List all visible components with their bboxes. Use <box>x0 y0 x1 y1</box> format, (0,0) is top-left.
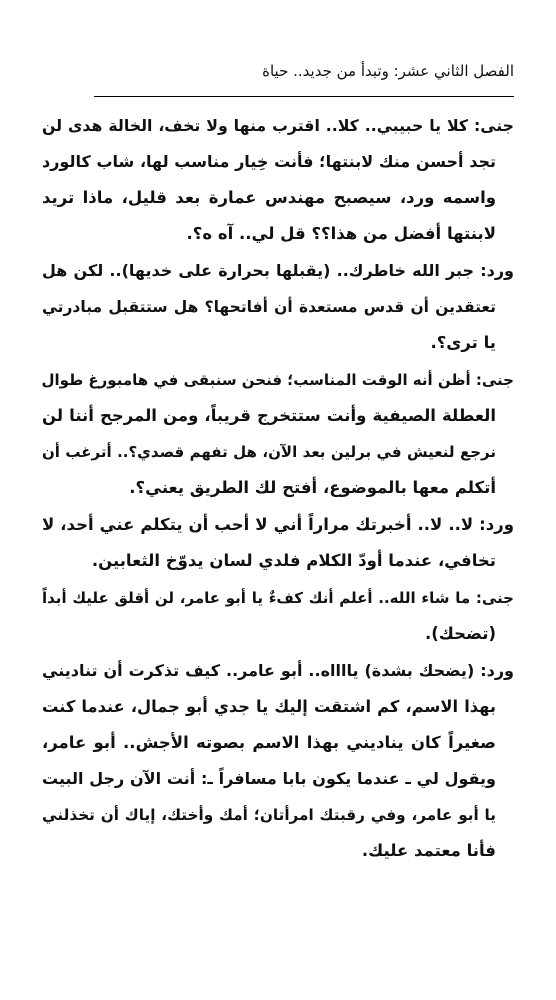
dialogue-paragraph <box>42 108 514 252</box>
text-line: تعتقدين أن قدس مستعدة أن أفاتحها؟ هل ستتقبل مبادرتي <box>42 298 496 316</box>
text-line: العطلة الصيفية وأنت ستتخرج قريباً، ومن المرجح أننا لن <box>42 406 496 425</box>
text-line: لابنتها أفضل من هذا؟؟ قل لي.. آه ه؟. <box>186 224 496 243</box>
dialogue-paragraph <box>42 653 514 869</box>
text-line: (تضحك). <box>424 624 496 643</box>
text-line: نرجع لنعيش في برلين بعد الآن، هل تفهم قصدي؟.. أترغب أن <box>42 443 496 461</box>
text-line: تخافي، عندما أودّ الكلام فلدي لسان يدوّخ الثعابين. <box>91 551 496 570</box>
header-rule <box>94 96 514 97</box>
text-line: جنى: أظن أنه الوقت المناسب؛ فنحن سنبقى في هامبورغ طوال <box>41 371 514 389</box>
text-line: ويقول لي ـ عندما يكون بابا مسافراً ـ: أنت الآن رجل البيت <box>42 769 496 788</box>
page-body <box>42 108 514 870</box>
dialogue-paragraph <box>42 362 514 506</box>
text-line: أتكلم معها بالموضوع، أفتح لك الطريق يعني؟. <box>129 478 496 497</box>
text-line: فأنا معتمد عليك. <box>361 841 496 860</box>
text-line: ورد: لا.. لا.. أخبرتك مراراً أني لا أحب أن يتكلم عني أحد، لا <box>42 515 514 534</box>
text-line: ورد: (يضحك بشدة) يااااه.. أبو عامر.. كيف تذكرت أن تناديني <box>42 661 514 680</box>
running-header: الفصل الثاني عشر: وتبدأ من جديد.. حياة <box>262 62 514 80</box>
text-line: تجد أحسن منك لابنتها؛ فأنت خِيار مناسب لها، شاب كالورد <box>42 152 496 171</box>
text-line: يا أبو عامر، وفي رقبتك امرأتان؛ أمك وأختك، إياك أن تخذلني <box>42 806 496 824</box>
dialogue-paragraph <box>42 507 514 579</box>
text-line: واسمه ورد، سيصبح مهندس عمارة بعد قليل، ماذا تريد <box>42 188 496 207</box>
dialogue-paragraph <box>42 253 514 361</box>
dialogue-paragraph <box>42 580 514 652</box>
text-line: ورد: جبر الله خاطرك.. (يقبلها بحرارة على خديها).. لكن هل <box>42 261 514 280</box>
text-line: جنى: كلا يا حبيبي.. كلا.. اقترب منها ولا تخف، الخالة هدى لن <box>42 116 514 135</box>
text-line: بهذا الاسم، كم اشتقت إليك يا جدي أبو جمال، عندما كنت <box>42 697 496 716</box>
text-line: جنى: ما شاء الله.. أعلم أنك كفءٌ يا أبو عامر، لن أقلق عليك أبداً <box>42 589 514 607</box>
text-line: يا ترى؟. <box>430 333 496 352</box>
text-line: صغيراً كان يناديني بهذا الاسم بصوته الأجش.. أبو عامر، <box>42 733 496 752</box>
